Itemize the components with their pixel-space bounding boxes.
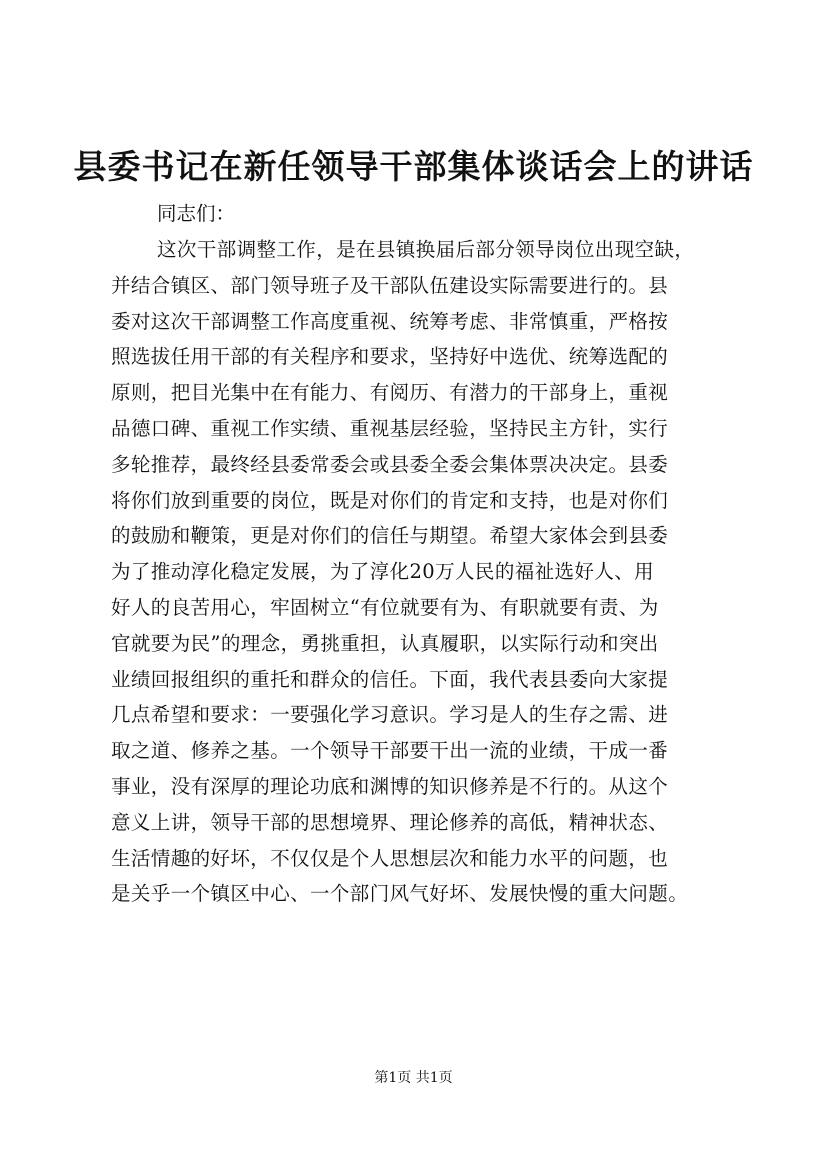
body-line: 照选拔任用干部的有关程序和要求，坚持好中选优、统筹选配的	[111, 345, 669, 369]
body-text	[111, 232, 751, 912]
body-line: 多轮推荐，最终经县委常委会或县委全委会集体票决决定。县委	[111, 452, 669, 476]
body-line: 品德口碑、重视工作实绩、重视基层经验，坚持民主方针，实行	[111, 416, 669, 440]
body-line: 是关乎一个镇区中心、一个部门风气好坏、发展快慢的重大问题。	[111, 882, 689, 906]
body-line: 业绩回报组织的重托和群众的信任。下面，我代表县委向大家提	[111, 667, 669, 691]
body-line: 取之道、修养之基。一个领导干部要干出一流的业绩，干成一番	[111, 739, 669, 763]
body-line: 事业，没有深厚的理论功底和渊博的知识修养是不行的。从这个	[111, 774, 669, 798]
document-title: 县委书记在新任领导干部集体谈话会上的讲话	[73, 147, 754, 186]
body-line: 的鼓励和鞭策，更是对你们的信任与期望。希望大家体会到县委	[111, 524, 669, 548]
greeting: 同志们：	[157, 202, 236, 225]
body-line: 几点希望和要求：一要强化学习意识。学习是人的生存之需、进	[111, 703, 669, 727]
body-line: 生活情趣的好坏，不仅仅是个人思想层次和能力水平的问题，也	[111, 846, 669, 870]
body-line: 官就要为民”的理念，勇挑重担，认真履职，以实际行动和突出	[111, 631, 659, 655]
body-line: 将你们放到重要的岗位，既是对你们的肯定和支持，也是对你们	[111, 488, 669, 512]
body-line: 意义上讲，领导干部的思想境界、理论修养的高低，精神状态、	[111, 810, 669, 834]
body-line: 这次干部调整工作，是在县镇换届后部分领导岗位出现空缺，	[157, 238, 695, 261]
body-line: 并结合镇区、部门领导班子及干部队伍建设实际需要进行的。县	[111, 273, 669, 297]
page-footer: 第1页 共1页	[374, 1070, 453, 1086]
body-line: 为了推动淳化稳定发展，为了淳化20万人民的福祉选好人、用	[111, 560, 655, 584]
body-line: 原则，把目光集中在有能力、有阅历、有潜力的干部身上，重视	[111, 381, 669, 405]
body-line: 委对这次干部调整工作高度重视、统筹考虑、非常慎重，严格按	[111, 309, 669, 333]
body-line: 好人的良苦用心，牢固树立“有位就要有为、有职就要有责、为	[111, 595, 659, 619]
